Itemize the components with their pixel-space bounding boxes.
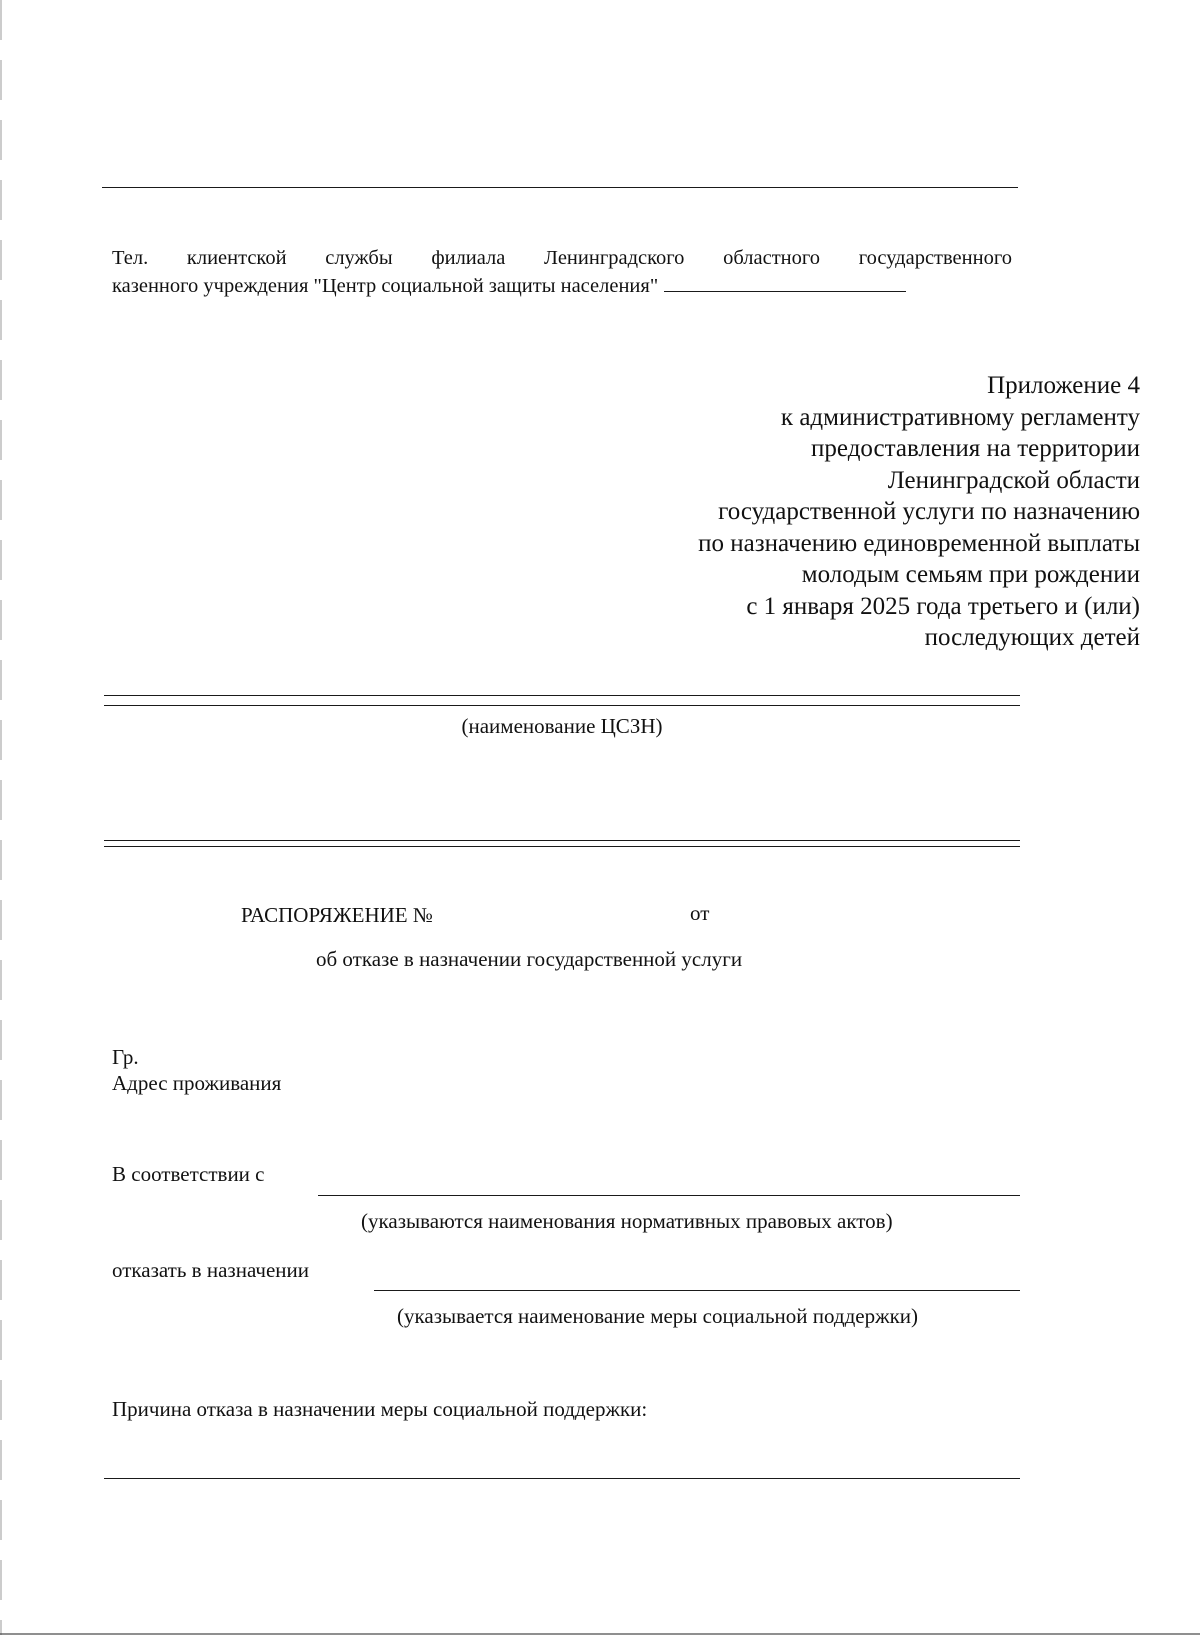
refuse-caption: (указывается наименование меры социальной поддержки) <box>397 1304 919 1328</box>
appendix-line: к административному регламенту <box>780 403 1140 431</box>
appendix-line: по назначению единовременной выплаты <box>698 529 1140 557</box>
appendix-line: последующих детей <box>924 624 1140 651</box>
accordance-caption: (указываются наименования нормативных правовых актов) <box>361 1209 893 1233</box>
mid-rule <box>104 840 1020 841</box>
org-name-rule <box>104 705 1020 706</box>
address-label: Адрес проживания <box>112 1071 282 1095</box>
appendix-line: Ленинградской области <box>887 466 1140 494</box>
contact-block <box>112 244 1012 300</box>
appendix-block <box>580 370 1140 654</box>
refuse-rule <box>374 1290 1020 1291</box>
reason-rule <box>104 1478 1020 1479</box>
reason-label: Причина отказа в назначении меры социальной поддержки: <box>112 1397 648 1421</box>
appendix-line: предоставления на территории <box>811 435 1140 462</box>
org-name-rule-upper <box>104 695 1020 696</box>
contact-line-2 <box>112 272 1012 300</box>
appendix-line: молодым семьям при рождении <box>801 561 1140 588</box>
appendix-line: государственной услуги по назначению <box>718 498 1140 525</box>
contact-phone-blank <box>664 273 906 292</box>
order-date-label: от <box>690 901 710 925</box>
order-subject: об отказе в назначении государственной услуги <box>316 947 743 971</box>
order-title: РАСПОРЯЖЕНИЕ № <box>241 903 433 927</box>
scan-edge-left <box>0 0 2 1635</box>
citizen-label: Гр. <box>112 1045 139 1069</box>
top-rule <box>102 187 1018 188</box>
contact-line-1: Тел. клиентской службы филиала Ленинградского областного государственного <box>112 247 1012 269</box>
contact-line-2-text: казенного учреждения "Центр социальной защиты населения" <box>112 275 659 297</box>
appendix-line: с 1 января 2025 года третьего и (или) <box>746 592 1140 620</box>
accordance-rule <box>318 1195 1020 1196</box>
appendix-line: Приложение 4 <box>987 372 1140 399</box>
accordance-label: В соответствии с <box>112 1162 265 1186</box>
mid-rule-lower <box>104 846 1020 847</box>
refuse-label: отказать в назначении <box>112 1258 310 1282</box>
org-name-caption: (наименование ЦСЗН) <box>461 714 663 738</box>
